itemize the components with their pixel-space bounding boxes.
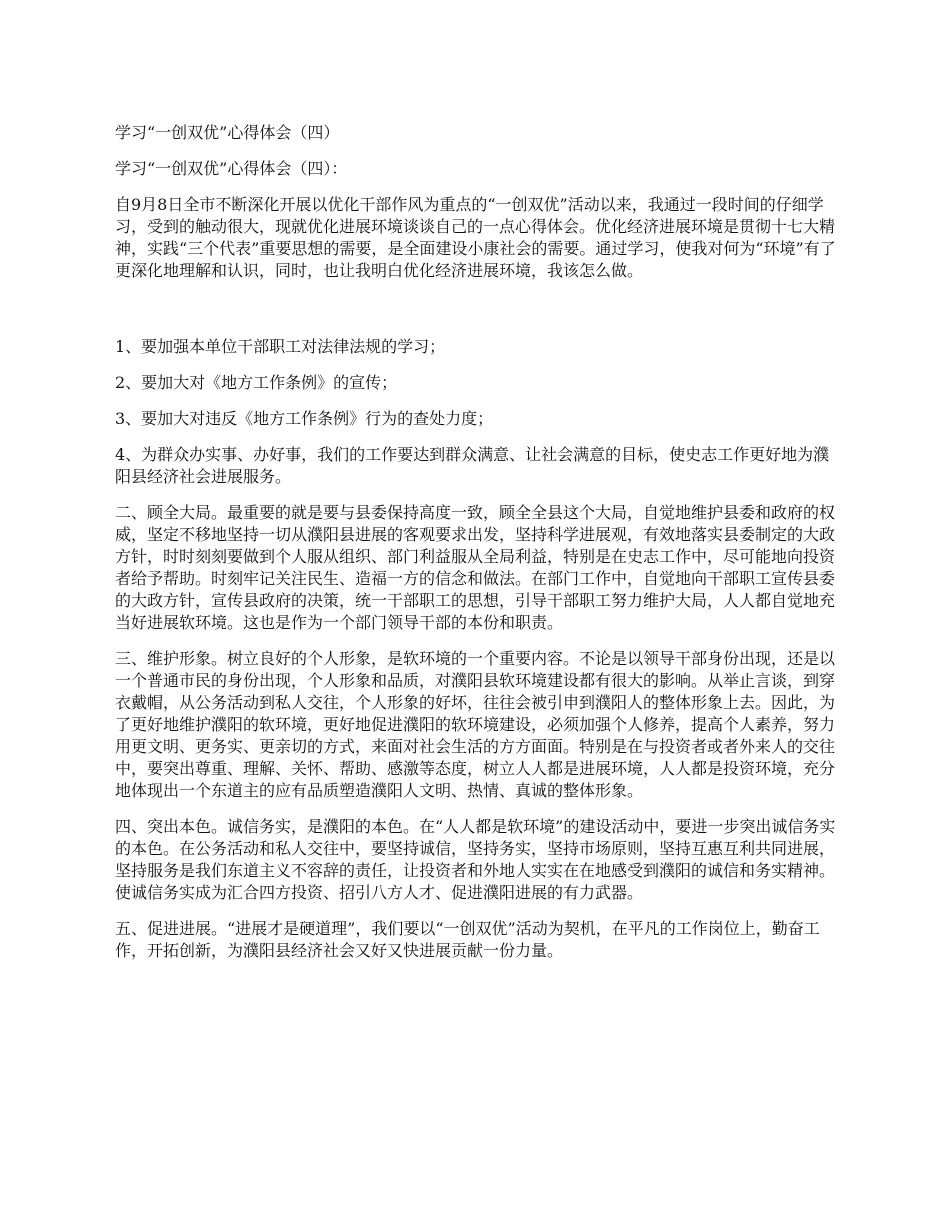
blank-gap: [115, 296, 837, 336]
list-item-4: 4、为群众办实事、办好事，我们的工作要达到群众满意、让社会满意的目标，使史志工作更好地为濮阳县经济社会进展服务。: [115, 445, 830, 486]
document-subtitle: 学习“一创双优”心得体会（四）：: [115, 159, 348, 178]
document-body: [115, 122, 837, 976]
section-five-paragraph: 五、促进进展。“进展才是硬道理”，我们要以“一创双优”活动为契机，在平凡的工作岗位上，勤奋工作，开拓创新，为濮阳县经济社会又好又快进展贡献一份力量。: [115, 919, 820, 960]
document-title: 学习“一创双优”心得体会（四）: [115, 123, 340, 142]
section-three-paragraph: 三、维护形象。树立良好的个人形象，是软环境的一个重要内容。不论是以领导干部身份出现，还是以一个普通市民的身份出现，个人形象和品质，对濮阳县软环境建设都有很大的影响。从举止言谈，到穿衣戴帽，从公务活动到私人交往，个人形象的好坏，往往会被引申到濮阳人的整体形象上去。因此，为了更好地维护濮阳的软环境，更好地促进濮阳的软环境建设，必须加强个人修养，提高个人素养，努力用更文明、更务实、更亲切的方式，来面对社会生活的方方面面。特别是在与投资者或者外来人的交往中，要突出尊重、理解、关怀、帮助、感激等态度，树立人人都是进展环境，人人都是投资环境，充分地体现出一个东道主的应有品质塑造濮阳人文明、热情、真诚的整体形象。: [115, 649, 836, 800]
list-item-1: 1、要加强本单位干部职工对法律法规的学习；: [115, 337, 446, 356]
intro-paragraph: 自9月8日全市不断深化开展以优化干部作风为重点的“一创双优”活动以来，我通过一段时间的仔细学习，受到的触动很大，现就优化进展环境谈谈自己的一点心得体会。优化经济进展环境是贯彻十七大精神，实践“三个代表”重要思想的需要，是全面建设小康社会的需要。通过学习，使我对何为“环境”有了更深化地理解和认识，同时，也让我明白优化经济进展环境，我该怎么做。: [115, 195, 836, 280]
list-item-3: 3、要加大对违反《地方工作条例》行为的查处力度；: [115, 409, 494, 428]
section-four-paragraph: 四、突出本色。诚信务实，是濮阳的本色。在“人人都是软环境”的建设活动中，要进一步突出诚信务实的本色。在公务活动和私人交往中，要坚持诚信，坚持务实，坚持市场原则，坚持互惠互利共同进展，坚持服务是我们东道主义不容辞的责任，让投资者和外地人实实在在地感受到濮阳的诚信和务实精神。使诚信务实成为汇合四方投资、招引八方人才、促进濮阳进展的有力武器。: [115, 817, 836, 902]
list-item-2: 2、要加大对《地方工作条例》的宣传；: [115, 373, 398, 392]
section-two-paragraph: 二、顾全大局。最重要的就是要与县委保持高度一致，顾全全县这个大局，自觉地维护县委和政府的权威，坚定不移地坚持一切从濮阳县进展的客观要求出发，坚持科学进展观，有效地落实县委制定的大政方针，时时刻刻要做到个人服从组织、部门利益服从全局利益，特别是在史志工作中，尽可能地向投资者给予帮助。时刻牢记关注民生、造福一方的信念和做法。在部门工作中，自觉地向干部职工宣传县委的大政方针，宣传县政府的决策，统一干部职工的思想，引导干部职工努力维护大局，人人都自觉地充当好进展软环境。这也是作为一个部门领导干部的本份和职责。: [115, 503, 836, 632]
